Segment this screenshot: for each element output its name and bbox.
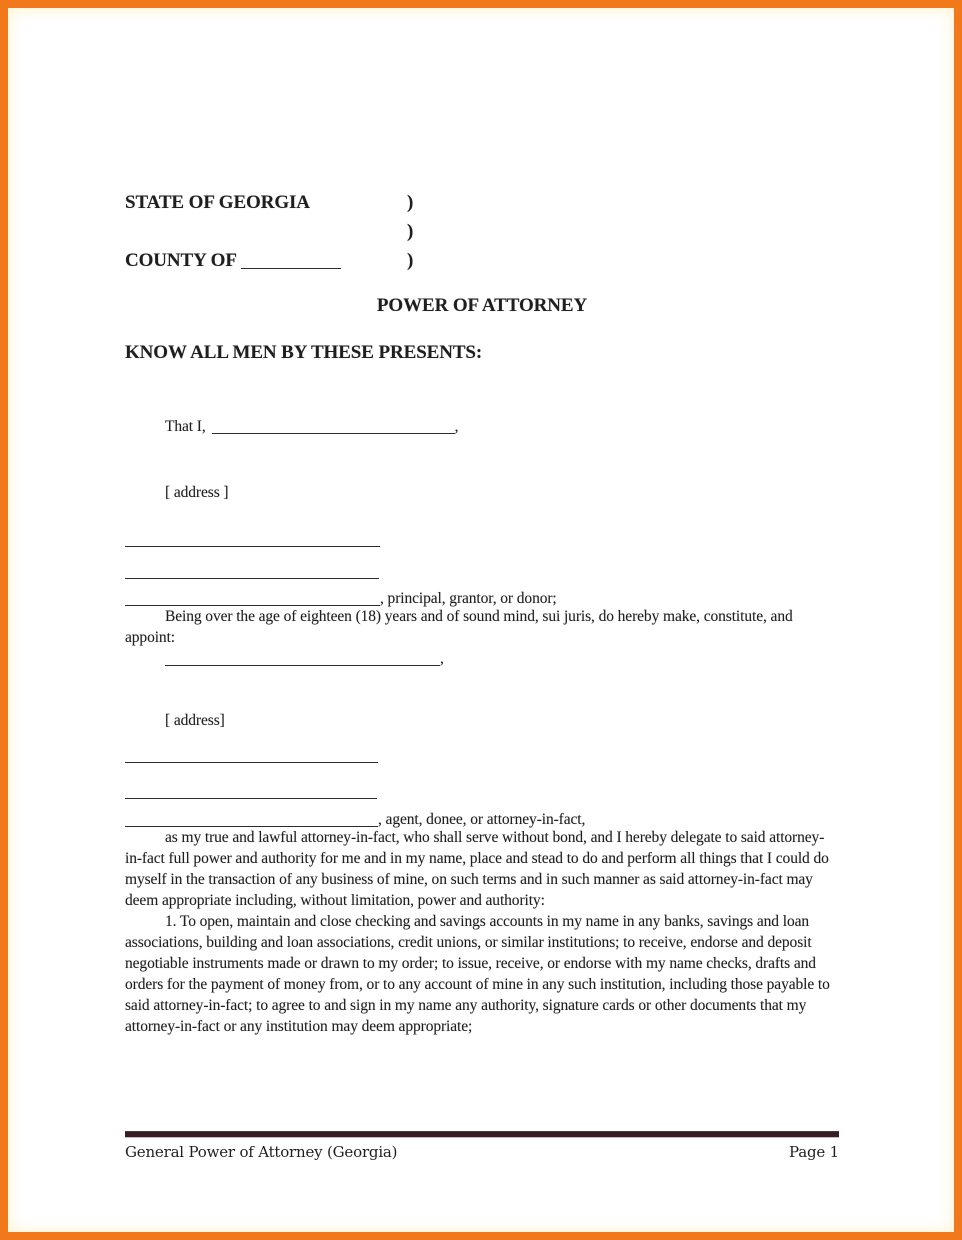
state-caption: STATE OF GEORGIA <box>125 192 310 213</box>
caption-paren-1: ) <box>407 192 414 213</box>
footer-rule <box>125 1131 839 1138</box>
venue-caption <box>125 188 839 275</box>
agent-address-label-row <box>125 710 839 730</box>
agent-name-row <box>125 648 839 666</box>
footer-document-title: General Power of Attorney (Georgia) <box>125 1143 398 1161</box>
document-title: POWER OF ATTORNEY <box>376 295 588 316</box>
agent-name-suffix: , <box>440 650 444 667</box>
county-caption <box>125 246 407 275</box>
opening-declaration: KNOW ALL MEN BY THESE PRESENTS: <box>125 342 483 363</box>
county-blank-line <box>241 254 341 269</box>
principal-name-suffix: , <box>454 418 459 435</box>
principal-address-blank-1 <box>125 532 380 547</box>
agent-address-blank-1 <box>125 748 378 763</box>
agent-address-label: [ address] <box>165 712 225 729</box>
footer-text-row <box>125 1143 839 1161</box>
page-footer <box>125 1131 839 1161</box>
principal-address-label-row <box>125 482 839 502</box>
principal-role-suffix: , principal, grantor, or donor; <box>380 590 557 607</box>
agent-address-line-1 <box>125 745 839 763</box>
agent-name-blank <box>165 651 440 666</box>
agent-role-row <box>125 809 839 827</box>
principal-address-blank-2 <box>125 564 379 579</box>
venue-row-state <box>125 188 839 217</box>
agent-role-suffix: , agent, donee, or attorney-in-fact, <box>378 811 586 828</box>
principal-role-row <box>125 588 839 606</box>
agent-address-blank-2 <box>125 784 377 799</box>
venue-row-county <box>125 246 839 275</box>
power-clause-1: 1. To open, maintain and close checking and savings accounts in my name in any banks, savings and loan associations, building and loan associations, credit unions, or similar institutions; to receive, endorse and deposit negotiable instruments made or drawn to my order; to issue, receive, or endorse with my name checks, drafts and orders for the payment of money from, or to any account of mine in any such institution, including those payable to said attorney-in-fact; to agree to and sign in my name any authority, signature cards or other documents that my attorney-in-fact or any institution may deem appropriate; <box>125 913 830 1035</box>
principal-address-line-2 <box>125 561 839 579</box>
county-label: COUNTY OF <box>125 250 237 271</box>
principal-role-blank <box>125 591 380 606</box>
that-i-label: That I, <box>165 418 206 435</box>
document-body <box>8 8 954 1232</box>
agent-address-line-2 <box>125 781 839 799</box>
principal-name-blank <box>212 419 455 434</box>
principal-name-row <box>125 416 839 436</box>
delegation-paragraph: as my true and lawful attorney-in-fact, who shall serve without bond, and I hereby delegate to said attorney-in-fact full power and authority for me and in my name, place and stead to do and perform all things that I could do myself in the transaction of any business of mine, on such terms and in such manner as said attorney-in-fact may deem appropriate including, without limitation, power and authority: <box>125 829 829 909</box>
caption-paren-2: ) <box>407 221 414 242</box>
appointment-intro-paragraph: Being over the age of eighteen (18) years and of sound mind, sui juris, do hereby make, constitute, and appoint: <box>125 608 793 646</box>
venue-row-middle <box>125 217 839 246</box>
principal-address-line-1 <box>125 529 839 547</box>
caption-paren-3: ) <box>407 250 414 271</box>
agent-role-blank <box>125 812 378 827</box>
footer-page-number: Page 1 <box>789 1143 839 1161</box>
principal-address-label: [ address ] <box>165 484 229 501</box>
